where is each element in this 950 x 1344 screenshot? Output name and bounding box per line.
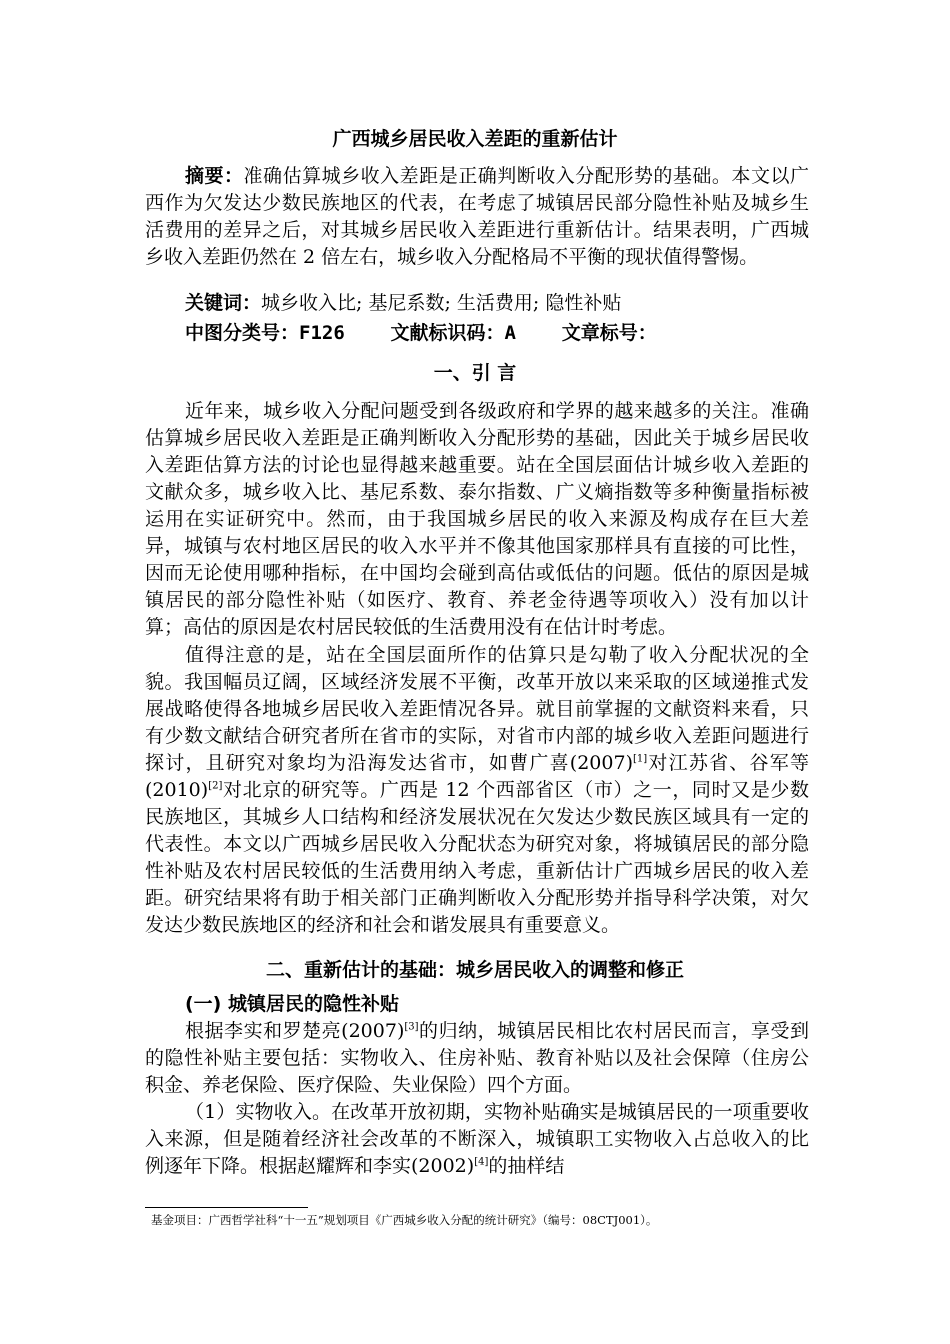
s2-p2-text-b: 的抽样结 bbox=[488, 1155, 565, 1177]
classification-line bbox=[185, 320, 657, 347]
intro-paragraph-1: 近年来，城乡收入分配问题受到各级政府和学界的越来越多的关注。准确估算城乡居民收入差距是正确判断收入分配形势的基础，因此关于城乡居民收入差距估算方法的讨论也显得越来越重要。站在全国层面估计城乡收入差距的文献众多，城乡收入比、基尼系数、泰尔指数、广义熵指数等多种衡量指标被运用在实证研究中。然而，由于我国城乡居民的收入来源及构成存在巨大差异，城镇与农村地区居民的收入水平并不像其他国家那样具有直接的可比性，因而无论使用哪种指标，在中国均会碰到高估或低估的问题。低估的原因是城镇居民的部分隐性补贴（如医疗、教育、养老金待遇等项收入）没有加以计算；高估的原因是农村居民较低的生活费用没有在估计时考虑。 bbox=[145, 400, 809, 638]
intro-p2-text-a: 值得注意的是，站在全国层面所作的估算只是勾勒了收入分配状况的全貌。我国幅员辽阔，区域经济发展不平衡，改革开放以来采取的区域递推式发展战略使得各地城乡居民收入差距情况各异。就目前掌握的文献资料来看，只有少数文献结合研究者所在省市的实际，对省市内部的城乡收入差距问题进行探讨，且研究对象均为沿海发达省市，如曹广喜(2007) bbox=[145, 644, 809, 774]
clc-code: 中图分类号：F126 bbox=[185, 322, 345, 344]
intro-p2-text-b: 对江苏省、谷军等(2010) bbox=[145, 752, 809, 801]
footnote-divider bbox=[145, 1207, 308, 1208]
section-heading-2: 二、重新估计的基础：城乡居民收入的调整和修正 bbox=[265, 959, 684, 981]
s2-p1-text-b: 的归纳，城镇居民相比农村居民而言，享受到的隐性补贴主要包括：实物收入、住房补贴、教育补贴以及社会保障（住房公积金、养老保险、医疗保险、失业保险）四个方面。 bbox=[145, 1020, 809, 1096]
citation-3: [3] bbox=[404, 1021, 419, 1033]
citation-1: [1] bbox=[632, 753, 648, 765]
section2-paragraph-2 bbox=[145, 1099, 809, 1180]
intro-p2-text-c: 对北京的研究等。广西是 12 个西部省区（市）之一，同时又是少数民族地区，其城乡人口结构和经济发展状况在欠发达少数民族区域具有一定的代表性。本文以广西城乡居民收入分配状态为研究对象，将城镇居民的部分隐性补贴及农村居民较低的生活费用纳入考虑，重新估计广西城乡居民的收入差距。研究结果将有助于相关部门正确判断收入分配形势并指导科学决策，对欠发达少数民族地区的经济和社会和谐发展具有重要意义。 bbox=[145, 779, 809, 936]
article-number: 文章标号： bbox=[561, 322, 657, 344]
subsection-heading-1: (一) 城镇居民的隐性补贴 bbox=[185, 993, 399, 1015]
paper-title: 广西城乡居民收入差距的重新估计 bbox=[332, 128, 618, 150]
citation-4: [4] bbox=[474, 1156, 489, 1168]
document-code: 文献标识码：A bbox=[390, 322, 516, 344]
s2-p1-text-a: 根据李实和罗楚亮(2007) bbox=[185, 1020, 405, 1042]
section2-paragraph-1 bbox=[145, 1018, 809, 1099]
keywords-text: 城乡收入比; 基尼系数; 生活费用; 隐性补贴 bbox=[261, 292, 622, 314]
citation-2: [2] bbox=[208, 780, 223, 792]
intro-paragraph-2 bbox=[145, 642, 809, 939]
footnote-funding: 基金项目：广西哲学社科“十一五”规划项目《广西城乡收入分配的统计研究》（编号：08CTJ001）。 bbox=[151, 1213, 658, 1227]
keywords-label: 关键词： bbox=[185, 292, 262, 314]
abstract-label: 摘要： bbox=[185, 165, 244, 187]
abstract-text: 准确估算城乡收入差距是正确判断收入分配形势的基础。本文以广西作为欠发达少数民族地区的代表，在考虑了城镇居民部分隐性补贴及城乡生活费用的差异之后，对其城乡居民收入差距进行重新估计。结果表明，广西城乡收入差距仍然在 2 倍左右，城乡收入分配格局不平衡的现状值得警惕。 bbox=[145, 165, 809, 268]
s2-p2-text-a: （1）实物收入。在改革开放初期，实物补贴确实是城镇居民的一项重要收入来源，但是随着经济社会改革的不断深入，城镇职工实物收入占总收入的比例逐年下降。根据赵耀辉和李实(2002) bbox=[145, 1101, 809, 1177]
abstract bbox=[145, 163, 809, 271]
keywords bbox=[185, 290, 621, 317]
section-heading-intro: 一、引 言 bbox=[433, 362, 517, 384]
